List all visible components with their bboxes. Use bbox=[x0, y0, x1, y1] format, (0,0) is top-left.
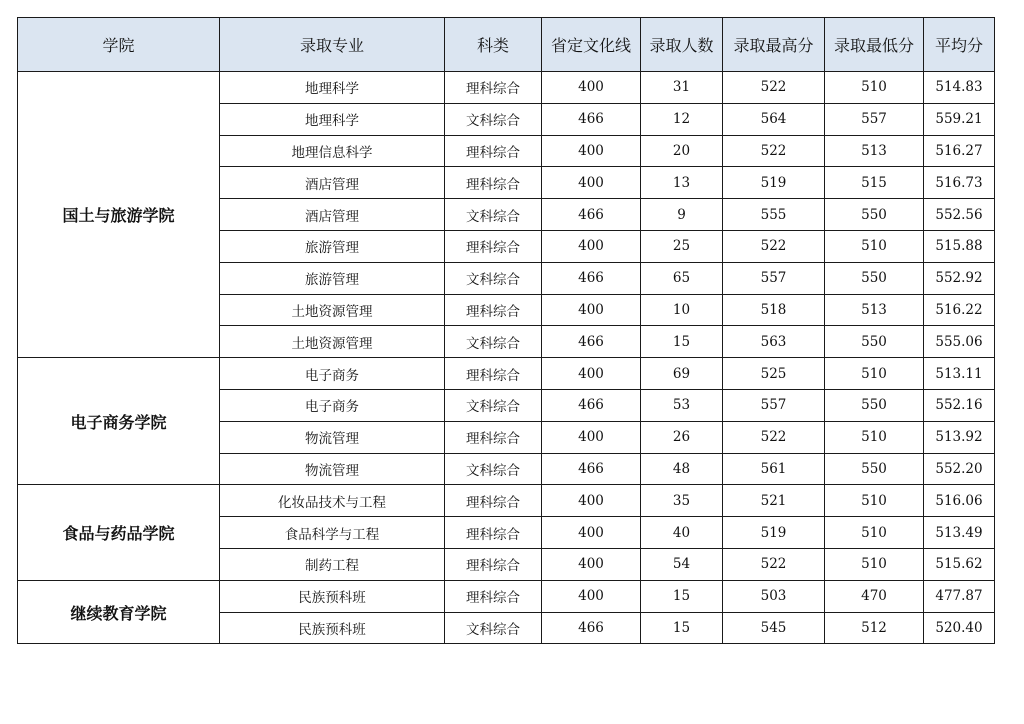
average-score-cell: 520.40 bbox=[924, 612, 995, 644]
subject-category-cell: 理科综合 bbox=[445, 358, 542, 390]
average-score-cell: 513.92 bbox=[924, 421, 995, 453]
lowest-score-cell: 512 bbox=[825, 612, 924, 644]
lowest-score-cell: 510 bbox=[825, 517, 924, 549]
provincial-cutoff-cell: 400 bbox=[542, 294, 641, 326]
subject-category-cell: 文科综合 bbox=[445, 262, 542, 294]
college-name-cell: 电子商务学院 bbox=[18, 358, 220, 485]
highest-score-cell: 557 bbox=[723, 262, 825, 294]
header-major: 录取专业 bbox=[220, 18, 445, 72]
highest-score-cell: 564 bbox=[723, 103, 825, 135]
header-average-score: 平均分 bbox=[924, 18, 995, 72]
subject-category-cell: 理科综合 bbox=[445, 167, 542, 199]
admitted-count-cell: 31 bbox=[641, 72, 723, 104]
table-row bbox=[18, 485, 995, 517]
highest-score-cell: 519 bbox=[723, 517, 825, 549]
provincial-cutoff-cell: 466 bbox=[542, 103, 641, 135]
provincial-cutoff-cell: 400 bbox=[542, 72, 641, 104]
lowest-score-cell: 513 bbox=[825, 135, 924, 167]
admitted-count-cell: 15 bbox=[641, 326, 723, 358]
lowest-score-cell: 550 bbox=[825, 453, 924, 485]
highest-score-cell: 557 bbox=[723, 389, 825, 421]
major-cell: 旅游管理 bbox=[220, 262, 445, 294]
header-highest-score: 录取最高分 bbox=[723, 18, 825, 72]
provincial-cutoff-cell: 400 bbox=[542, 580, 641, 612]
major-cell: 地理科学 bbox=[220, 103, 445, 135]
highest-score-cell: 522 bbox=[723, 230, 825, 262]
provincial-cutoff-cell: 466 bbox=[542, 199, 641, 231]
header-admitted-count: 录取人数 bbox=[641, 18, 723, 72]
major-cell: 电子商务 bbox=[220, 358, 445, 390]
admitted-count-cell: 9 bbox=[641, 199, 723, 231]
major-cell: 制药工程 bbox=[220, 548, 445, 580]
lowest-score-cell: 510 bbox=[825, 230, 924, 262]
subject-category-cell: 文科综合 bbox=[445, 389, 542, 421]
major-cell: 酒店管理 bbox=[220, 167, 445, 199]
provincial-cutoff-cell: 466 bbox=[542, 612, 641, 644]
subject-category-cell: 理科综合 bbox=[445, 548, 542, 580]
subject-category-cell: 文科综合 bbox=[445, 453, 542, 485]
average-score-cell: 552.92 bbox=[924, 262, 995, 294]
lowest-score-cell: 510 bbox=[825, 421, 924, 453]
lowest-score-cell: 470 bbox=[825, 580, 924, 612]
lowest-score-cell: 550 bbox=[825, 389, 924, 421]
college-name-cell: 国土与旅游学院 bbox=[18, 72, 220, 358]
admitted-count-cell: 12 bbox=[641, 103, 723, 135]
major-cell: 食品科学与工程 bbox=[220, 517, 445, 549]
highest-score-cell: 545 bbox=[723, 612, 825, 644]
average-score-cell: 477.87 bbox=[924, 580, 995, 612]
lowest-score-cell: 513 bbox=[825, 294, 924, 326]
admitted-count-cell: 25 bbox=[641, 230, 723, 262]
highest-score-cell: 522 bbox=[723, 135, 825, 167]
subject-category-cell: 文科综合 bbox=[445, 326, 542, 358]
header-provincial-cutoff: 省定文化线 bbox=[542, 18, 641, 72]
header-lowest-score: 录取最低分 bbox=[825, 18, 924, 72]
provincial-cutoff-cell: 400 bbox=[542, 517, 641, 549]
major-cell: 地理科学 bbox=[220, 72, 445, 104]
provincial-cutoff-cell: 466 bbox=[542, 389, 641, 421]
major-cell: 土地资源管理 bbox=[220, 326, 445, 358]
admitted-count-cell: 15 bbox=[641, 580, 723, 612]
admitted-count-cell: 10 bbox=[641, 294, 723, 326]
average-score-cell: 555.06 bbox=[924, 326, 995, 358]
admission-score-table bbox=[17, 17, 995, 644]
header-subject-category: 科类 bbox=[445, 18, 542, 72]
average-score-cell: 516.73 bbox=[924, 167, 995, 199]
table-header bbox=[18, 18, 995, 72]
college-name-cell: 继续教育学院 bbox=[18, 580, 220, 644]
lowest-score-cell: 510 bbox=[825, 72, 924, 104]
major-cell: 民族预科班 bbox=[220, 612, 445, 644]
subject-category-cell: 理科综合 bbox=[445, 294, 542, 326]
average-score-cell: 552.20 bbox=[924, 453, 995, 485]
average-score-cell: 552.56 bbox=[924, 199, 995, 231]
admitted-count-cell: 26 bbox=[641, 421, 723, 453]
subject-category-cell: 理科综合 bbox=[445, 230, 542, 262]
major-cell: 物流管理 bbox=[220, 453, 445, 485]
lowest-score-cell: 550 bbox=[825, 262, 924, 294]
admitted-count-cell: 35 bbox=[641, 485, 723, 517]
highest-score-cell: 522 bbox=[723, 548, 825, 580]
average-score-cell: 513.49 bbox=[924, 517, 995, 549]
highest-score-cell: 561 bbox=[723, 453, 825, 485]
lowest-score-cell: 515 bbox=[825, 167, 924, 199]
average-score-cell: 515.88 bbox=[924, 230, 995, 262]
major-cell: 化妆品技术与工程 bbox=[220, 485, 445, 517]
subject-category-cell: 理科综合 bbox=[445, 580, 542, 612]
highest-score-cell: 563 bbox=[723, 326, 825, 358]
provincial-cutoff-cell: 400 bbox=[542, 167, 641, 199]
highest-score-cell: 518 bbox=[723, 294, 825, 326]
admitted-count-cell: 40 bbox=[641, 517, 723, 549]
major-cell: 酒店管理 bbox=[220, 199, 445, 231]
average-score-cell: 516.27 bbox=[924, 135, 995, 167]
subject-category-cell: 理科综合 bbox=[445, 517, 542, 549]
subject-category-cell: 理科综合 bbox=[445, 421, 542, 453]
header-row bbox=[18, 18, 995, 72]
lowest-score-cell: 510 bbox=[825, 548, 924, 580]
highest-score-cell: 503 bbox=[723, 580, 825, 612]
subject-category-cell: 理科综合 bbox=[445, 135, 542, 167]
average-score-cell: 515.62 bbox=[924, 548, 995, 580]
table-body bbox=[18, 72, 995, 644]
lowest-score-cell: 510 bbox=[825, 358, 924, 390]
provincial-cutoff-cell: 400 bbox=[542, 485, 641, 517]
subject-category-cell: 文科综合 bbox=[445, 199, 542, 231]
lowest-score-cell: 550 bbox=[825, 199, 924, 231]
table-row bbox=[18, 358, 995, 390]
header-college: 学院 bbox=[18, 18, 220, 72]
average-score-cell: 516.06 bbox=[924, 485, 995, 517]
admitted-count-cell: 48 bbox=[641, 453, 723, 485]
highest-score-cell: 525 bbox=[723, 358, 825, 390]
admitted-count-cell: 13 bbox=[641, 167, 723, 199]
admitted-count-cell: 54 bbox=[641, 548, 723, 580]
provincial-cutoff-cell: 466 bbox=[542, 453, 641, 485]
average-score-cell: 559.21 bbox=[924, 103, 995, 135]
subject-category-cell: 文科综合 bbox=[445, 612, 542, 644]
highest-score-cell: 521 bbox=[723, 485, 825, 517]
provincial-cutoff-cell: 466 bbox=[542, 326, 641, 358]
major-cell: 土地资源管理 bbox=[220, 294, 445, 326]
college-name-cell: 食品与药品学院 bbox=[18, 485, 220, 580]
highest-score-cell: 519 bbox=[723, 167, 825, 199]
admitted-count-cell: 65 bbox=[641, 262, 723, 294]
highest-score-cell: 522 bbox=[723, 421, 825, 453]
lowest-score-cell: 557 bbox=[825, 103, 924, 135]
provincial-cutoff-cell: 400 bbox=[542, 421, 641, 453]
provincial-cutoff-cell: 466 bbox=[542, 262, 641, 294]
lowest-score-cell: 550 bbox=[825, 326, 924, 358]
admitted-count-cell: 15 bbox=[641, 612, 723, 644]
highest-score-cell: 522 bbox=[723, 72, 825, 104]
average-score-cell: 516.22 bbox=[924, 294, 995, 326]
major-cell: 电子商务 bbox=[220, 389, 445, 421]
admitted-count-cell: 69 bbox=[641, 358, 723, 390]
average-score-cell: 552.16 bbox=[924, 389, 995, 421]
subject-category-cell: 理科综合 bbox=[445, 485, 542, 517]
table-row bbox=[18, 580, 995, 612]
average-score-cell: 513.11 bbox=[924, 358, 995, 390]
provincial-cutoff-cell: 400 bbox=[542, 548, 641, 580]
lowest-score-cell: 510 bbox=[825, 485, 924, 517]
highest-score-cell: 555 bbox=[723, 199, 825, 231]
table-row bbox=[18, 72, 995, 104]
provincial-cutoff-cell: 400 bbox=[542, 135, 641, 167]
major-cell: 旅游管理 bbox=[220, 230, 445, 262]
subject-category-cell: 理科综合 bbox=[445, 72, 542, 104]
provincial-cutoff-cell: 400 bbox=[542, 230, 641, 262]
major-cell: 民族预科班 bbox=[220, 580, 445, 612]
major-cell: 地理信息科学 bbox=[220, 135, 445, 167]
admitted-count-cell: 20 bbox=[641, 135, 723, 167]
average-score-cell: 514.83 bbox=[924, 72, 995, 104]
subject-category-cell: 文科综合 bbox=[445, 103, 542, 135]
major-cell: 物流管理 bbox=[220, 421, 445, 453]
admitted-count-cell: 53 bbox=[641, 389, 723, 421]
provincial-cutoff-cell: 400 bbox=[542, 358, 641, 390]
